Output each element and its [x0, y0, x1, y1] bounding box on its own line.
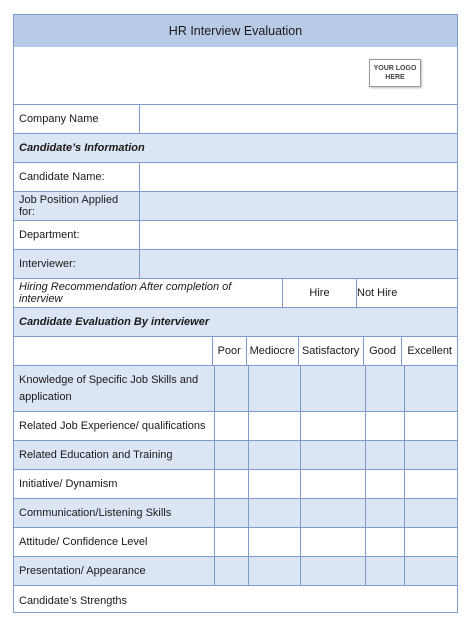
interviewer-field[interactable]: [140, 250, 457, 278]
evaluation-form: [13, 14, 458, 613]
score-cell-mediocre[interactable]: [249, 366, 301, 411]
criterion-label: Related Education and Training: [14, 441, 215, 469]
score-cell-good[interactable]: [366, 499, 405, 527]
criterion-label: Attitude/ Confidence Level: [14, 528, 215, 556]
recommendation-row: [14, 279, 457, 308]
score-cell-good[interactable]: [366, 441, 405, 469]
score-cell-good[interactable]: [366, 528, 405, 556]
rating-poor: Poor: [213, 337, 247, 365]
department-row: [14, 221, 457, 250]
score-cell-poor[interactable]: [215, 528, 249, 556]
candidate-name-label: Candidate Name:: [14, 163, 140, 191]
score-cell-poor[interactable]: [215, 412, 249, 440]
logo-row: [14, 47, 457, 105]
score-cell-satisfactory[interactable]: [301, 412, 366, 440]
criteria-row: [14, 499, 457, 528]
candidate-name-row: [14, 163, 457, 192]
logo-placeholder: YOUR LOGO HERE: [369, 59, 421, 87]
candidate-name-field[interactable]: [140, 163, 457, 191]
score-cell-satisfactory[interactable]: [301, 557, 366, 585]
score-cell-poor[interactable]: [215, 470, 249, 498]
criteria-row: [14, 528, 457, 557]
not-hire-option[interactable]: Not Hire: [357, 287, 398, 299]
score-cell-excellent[interactable]: [405, 470, 457, 498]
score-cell-good[interactable]: [366, 470, 405, 498]
evaluation-header-row: [14, 308, 457, 337]
recommendation-label: Hiring Recommendation After completion of interview: [14, 279, 283, 307]
rating-scale-row: [14, 337, 457, 366]
job-position-row: [14, 192, 457, 221]
department-field[interactable]: [140, 221, 457, 249]
score-cell-mediocre[interactable]: [249, 557, 301, 585]
score-cell-poor[interactable]: [215, 499, 249, 527]
score-cell-excellent[interactable]: [405, 499, 457, 527]
hire-option[interactable]: Hire: [283, 279, 357, 307]
score-cell-excellent[interactable]: [405, 441, 457, 469]
score-cell-mediocre[interactable]: [249, 412, 301, 440]
criterion-label: Communication/Listening Skills: [14, 499, 215, 527]
score-cell-excellent[interactable]: [405, 528, 457, 556]
interviewer-row: [14, 250, 457, 279]
interviewer-label: Interviewer:: [14, 250, 140, 278]
score-cell-excellent[interactable]: [405, 412, 457, 440]
score-cell-poor[interactable]: [215, 366, 249, 411]
strengths-label: Candidate’s Strengths: [19, 594, 128, 607]
company-label: Company Name: [14, 105, 140, 133]
score-cell-good[interactable]: [366, 366, 405, 411]
score-cell-satisfactory[interactable]: [301, 499, 366, 527]
criterion-label: Related Job Experience/ qualifications: [14, 412, 215, 440]
score-cell-good[interactable]: [366, 557, 405, 585]
strengths-row: [14, 586, 457, 613]
criteria-row: [14, 412, 457, 441]
score-cell-mediocre[interactable]: [249, 528, 301, 556]
job-position-label: Job Position Applied for:: [14, 192, 140, 220]
score-cell-excellent[interactable]: [405, 366, 457, 411]
score-cell-good[interactable]: [366, 412, 405, 440]
criteria-row: [14, 557, 457, 586]
score-cell-mediocre[interactable]: [249, 470, 301, 498]
candidate-info-heading: Candidate’s Information: [19, 142, 145, 154]
rating-scale-blank: [14, 337, 213, 365]
form-title: HR Interview Evaluation: [14, 15, 457, 47]
score-cell-poor[interactable]: [215, 441, 249, 469]
score-cell-satisfactory[interactable]: [301, 470, 366, 498]
criterion-label: Presentation/ Appearance: [14, 557, 215, 585]
title-row: [14, 15, 457, 47]
rating-good: Good: [364, 337, 403, 365]
department-label: Department:: [14, 221, 140, 249]
candidate-info-header-row: [14, 134, 457, 163]
company-field[interactable]: [140, 105, 457, 133]
score-cell-satisfactory[interactable]: [301, 441, 366, 469]
score-cell-poor[interactable]: [215, 557, 249, 585]
score-cell-excellent[interactable]: [405, 557, 457, 585]
rating-satisfactory: Satisfactory: [299, 337, 364, 365]
rating-mediocre: Mediocre: [247, 337, 299, 365]
criteria-row: [14, 470, 457, 499]
score-cell-satisfactory[interactable]: [301, 366, 366, 411]
score-cell-mediocre[interactable]: [249, 499, 301, 527]
criteria-row: [14, 366, 457, 412]
score-cell-satisfactory[interactable]: [301, 528, 366, 556]
company-row: [14, 105, 457, 134]
criteria-row: [14, 441, 457, 470]
rating-excellent: Excellent: [407, 345, 452, 357]
criterion-label: Initiative/ Dynamism: [14, 470, 215, 498]
score-cell-mediocre[interactable]: [249, 441, 301, 469]
logo-area: [14, 47, 457, 104]
evaluation-heading: Candidate Evaluation By interviewer: [19, 316, 210, 328]
criterion-label: Knowledge of Specific Job Skills and application: [14, 366, 215, 411]
job-position-field[interactable]: [140, 192, 457, 220]
